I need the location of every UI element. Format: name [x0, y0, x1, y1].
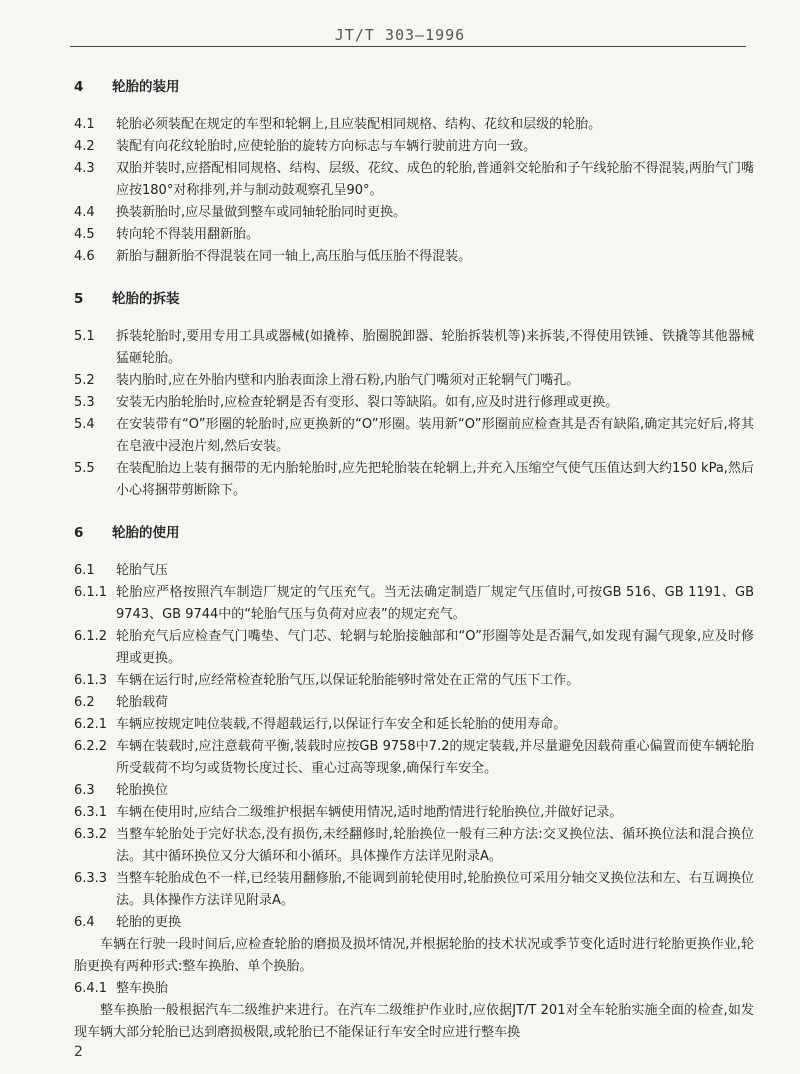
- section-4-heading: [74, 76, 754, 98]
- subsection-number: 6.4: [74, 915, 95, 930]
- section-5-heading: [74, 288, 754, 310]
- clause-number: 4.6: [74, 249, 95, 264]
- clause: [74, 582, 754, 626]
- clause-text: 安装无内胎轮胎时,应检查轮辋是否有变形、裂口等缺陷。如有,应及时进行修理或更换。: [116, 395, 619, 410]
- clause-number: 4.5: [74, 227, 95, 242]
- clause: [74, 626, 754, 670]
- clause: [74, 670, 754, 692]
- clause-text: 车辆在运行时,应经常检查轮胎气压,以保证轮胎能够时常处在正常的气压下工作。: [116, 673, 580, 688]
- clause: [74, 158, 754, 202]
- subsection-number: 6.4.1: [74, 981, 108, 996]
- clause-text: 轮胎充气后应检查气门嘴垫、气门芯、轮辋与轮胎接触部和“O”形圈等处是否漏气,如发现有漏气现象,应及时修理或更换。: [116, 629, 754, 666]
- clause-number: 6.1.3: [74, 673, 108, 688]
- clause: [74, 136, 754, 158]
- clause: [74, 458, 754, 502]
- clause: [74, 802, 754, 824]
- section-title: 轮胎的拆装: [112, 291, 180, 307]
- clause: [74, 114, 754, 136]
- clause-text: 轮胎必须装配在规定的车型和轮辋上,且应装配相同规格、结构、花纹和层级的轮胎。: [116, 117, 602, 132]
- clause: [74, 736, 754, 780]
- subsection-number: 6.1: [74, 563, 95, 578]
- clause-number: 6.2.2: [74, 739, 108, 754]
- clause-text: 在安装带有“O”形圈的轮胎时,应更换新的“O”形圈。装用新“O”形圈前应检查其是否有缺陷,确定其完好后,将其在皂液中浸泡片刻,然后安装。: [116, 417, 754, 454]
- clause-number: 6.2.1: [74, 717, 108, 732]
- clause-number: 5.4: [74, 417, 95, 432]
- clause: [74, 224, 754, 246]
- clause-number: 6.1.2: [74, 629, 108, 644]
- clause-text: 双胎并装时,应搭配相同规格、结构、层级、花纹、成色的轮胎,普通斜交轮胎和子午线轮胎不得混装,两胎气门嘴应按180°对称排列,并与制动鼓观察孔呈90°。: [116, 161, 754, 198]
- clause-text: 当整车轮胎成色不一样,已经装用翻修胎,不能调到前轮使用时,轮胎换位可采用分轴交叉换位法和左、右互调换位法。具体操作方法详见附录A。: [116, 871, 754, 908]
- page-number: 2: [74, 1044, 83, 1060]
- clause-number: 6.3.2: [74, 827, 108, 842]
- clause: [74, 246, 754, 268]
- clause: [74, 326, 754, 370]
- clause-text: 车辆在使用时,应结合二级维护根据车辆使用情况,适时地酌情进行轮胎换位,并做好记录。: [116, 805, 623, 820]
- subsection-title: 轮胎的更换: [116, 915, 182, 930]
- clause-text: 当整车轮胎处于完好状态,没有损伤,未经翻修时,轮胎换位一般有三种方法:交叉换位法、循环换位法和混合换位法。其中循环换位又分大循环和小循环。具体操作方法详见附录A。: [116, 827, 754, 864]
- clause-text: 车辆在装载时,应注意载荷平衡,装载时应按GB 9758中7.2的规定装载,并尽量避免因载荷重心偏置而使车辆轮胎所受载荷不均匀或货物长度过长、重心过高等现象,确保行车安全。: [116, 739, 754, 776]
- document-body: [74, 70, 754, 1044]
- clause-text: 新胎与翻新胎不得混装在同一轴上,高压胎与低压胎不得混装。: [116, 249, 472, 264]
- section-number: 5: [74, 291, 84, 307]
- section-number: 6: [74, 525, 84, 541]
- clause: [74, 370, 754, 392]
- clause-text: 在装配胎边上装有捆带的无内胎轮胎时,应先把轮胎装在轮辋上,并充入压缩空气使气压值达到大约150 kPa,然后小心将捆带剪断除下。: [116, 461, 754, 498]
- clause-number: 4.1: [74, 117, 95, 132]
- clause: [74, 414, 754, 458]
- clause-text: 拆装轮胎时,要用专用工具或器械(如撬棒、胎圈脱卸器、轮胎拆装机等)来拆装,不得使用铁锤、铁撬等其他器械猛砸轮胎。: [116, 329, 754, 366]
- subsection-title: 整车换胎: [116, 981, 169, 996]
- clause-text: 装内胎时,应在外胎内壁和内胎表面涂上滑石粉,内胎气门嘴须对正轮辋气门嘴孔。: [116, 373, 580, 388]
- paragraph: 整车换胎一般根据汽车二级维护来进行。在汽车二级维护作业时,应依据JT/T 201对全车轮胎实施全面的检查,如发现车辆大部分轮胎已达到磨损极限,或轮胎已不能保证行车安全时应进行整车换: [74, 1003, 754, 1040]
- section-title: 轮胎的使用: [112, 525, 180, 541]
- subsection-heading: [74, 780, 754, 802]
- section-number: 4: [74, 79, 84, 95]
- subsection-heading: [74, 692, 754, 714]
- clause: [74, 202, 754, 224]
- clause-number: 4.3: [74, 161, 95, 176]
- clause-text: 换装新胎时,应尽量做到整车或同轴轮胎同时更换。: [116, 205, 407, 220]
- clause-number: 6.3.1: [74, 805, 108, 820]
- clause: [74, 824, 754, 868]
- subsection-title: 轮胎换位: [116, 783, 169, 798]
- clause: [74, 392, 754, 414]
- header-rule: [70, 46, 746, 47]
- page-header: JT/T 303—1996: [334, 26, 466, 44]
- clause: [74, 868, 754, 912]
- subsection-number: 6.3: [74, 783, 95, 798]
- section-6-heading: [74, 522, 754, 544]
- clause-number: 5.3: [74, 395, 95, 410]
- clause-number: 5.5: [74, 461, 95, 476]
- subsection-heading: [74, 912, 754, 934]
- clause-text: 车辆应按规定吨位装载,不得超载运行,以保证行车安全和延长轮胎的使用寿命。: [116, 717, 567, 732]
- clause-text: 装配有向花纹轮胎时,应使轮胎的旋转方向标志与车辆行驶前进方向一致。: [116, 139, 537, 154]
- subsection-heading: [74, 978, 754, 1000]
- clause: [74, 714, 754, 736]
- clause-number: 4.4: [74, 205, 95, 220]
- subsection-number: 6.2: [74, 695, 95, 710]
- subsection-title: 轮胎气压: [116, 563, 169, 578]
- clause-number: 6.3.3: [74, 871, 108, 886]
- clause-number: 5.1: [74, 329, 95, 344]
- clause-text: 转向轮不得装用翻新胎。: [116, 227, 260, 242]
- clause-text: 轮胎应严格按照汽车制造厂规定的气压充气。当无法确定制造厂规定气压值时,可按GB 516、GB 1191、GB 9743、GB 9744中的“轮胎气压与负荷对应表”的规定充气。: [116, 585, 754, 622]
- paragraph: 车辆在行驶一段时间后,应检查轮胎的磨损及损坏情况,并根据轮胎的技术状况或季节变化适时进行轮胎更换作业,轮胎更换有两种形式:整车换胎、单个换胎。: [74, 937, 754, 974]
- subsection-title: 轮胎载荷: [116, 695, 169, 710]
- section-title: 轮胎的装用: [112, 79, 180, 95]
- clause-number: 6.1.1: [74, 585, 108, 600]
- clause-number: 5.2: [74, 373, 95, 388]
- clause-number: 4.2: [74, 139, 95, 154]
- subsection-heading: [74, 560, 754, 582]
